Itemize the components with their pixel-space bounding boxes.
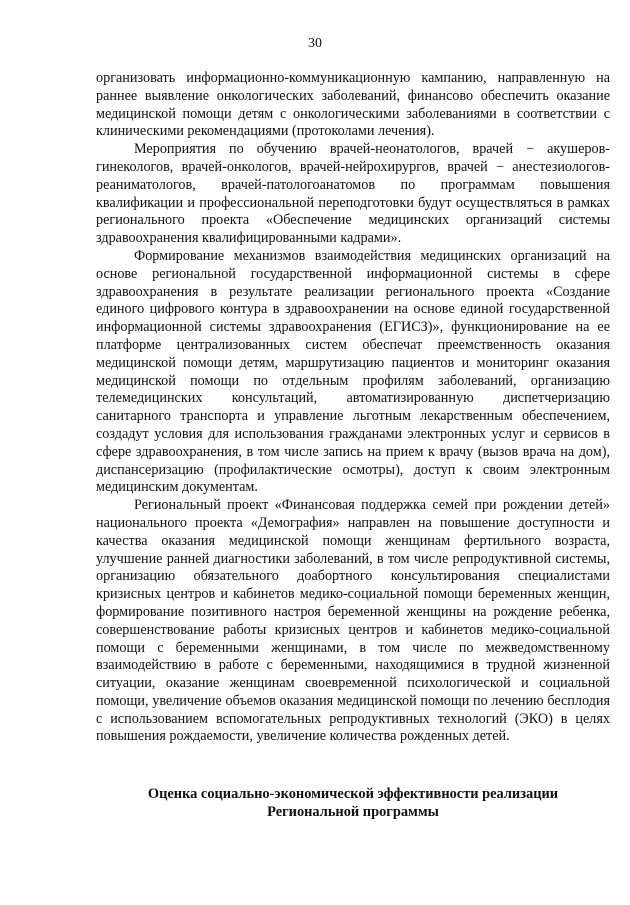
paragraph-doctor-training: Мероприятия по обучению врачей-неонатологов, врачей − акушеров-гинекологов, врачей-онкологов, врачей-нейрохирургов, врачей − анестезиологов-реаниматологов, врачей-патологоанатомов по программам повышения квалификации и профессиональной переподготовки будут осуществляться в рамках регионального проекта «Обеспечение медицинских организаций системы здравоохранения квалифицированными кадрами». <box>96 141 610 247</box>
section-heading-line-1: Оценка социально-экономической эффективности реализации <box>147 786 559 802</box>
body-text <box>96 70 610 746</box>
paragraph-oncology-campaign: организовать информационно-коммуникационную кампанию, направленную на раннее выявление онкологических заболеваний, финансово обеспечить оказание медицинской помощи детям с онкологическими заболеваниями в соответствии с клиническими рекомендациями (протоколами лечения). <box>96 70 610 140</box>
section-heading-line-2: Региональной программы <box>267 804 439 820</box>
section-heading <box>96 785 610 821</box>
paragraph-information-system: Формирование механизмов взаимодействия медицинских организаций на основе региональной государственной информационной системы в сфере здравоохранения в результате реализации регионального проекта «Создание единого цифрового контура в здравоохранении на основе единой государственной информационной системы здравоохранения (ЕГИСЗ)», функционирование на ее платформе централизованных систем обеспечат преемственность оказания медицинской помощи детям, маршрутизацию пациентов и мониторинг оказания медицинской помощи по отдельным профилям заболеваний, организацию телемедицинских консультаций, автоматизированную диспетчеризацию санитарного транспорта и управление льготным лекарственным обеспечением, создадут условия для использования гражданами электронных услуг и сервисов в сфере здравоохранения, в том числе запись на прием к врачу (вызов врача на дом), диспансеризацию (профилактические осмотры), доступ к своим электронным медицинским документам. <box>96 247 610 496</box>
paragraph-family-support-project: Региональный проект «Финансовая поддержка семей при рождении детей» национального проекта «Демография» направлен на повышение доступности и качества оказания медицинской помощи женщинам фертильного возраста, улучшение ранней диагностики заболеваний, в том числе репродуктивной системы, организацию обязательного доабортного консультирования специалистами кризисных центров и кабинетов медико-социальной помощи беременных женщин, формирование позитивного настроя беременной женщины на рождение ребенка, совершенствование работы кризисных центров и кабинетов медико-социальной помощи с беременными женщинами, в том числе по межведомственному взаимодействию в работе с беременными, находящимися в трудной жизненной ситуации, оказание женщинам своевременной психологической и социальной помощи, увеличение объемов оказания медицинской помощи по лечению бесплодия с использованием вспомогательных репродуктивных технологий (ЭКО) в целях повышения рождаемости, увеличение количества рожденных детей. <box>96 497 610 745</box>
page-number: 30 <box>308 36 322 51</box>
